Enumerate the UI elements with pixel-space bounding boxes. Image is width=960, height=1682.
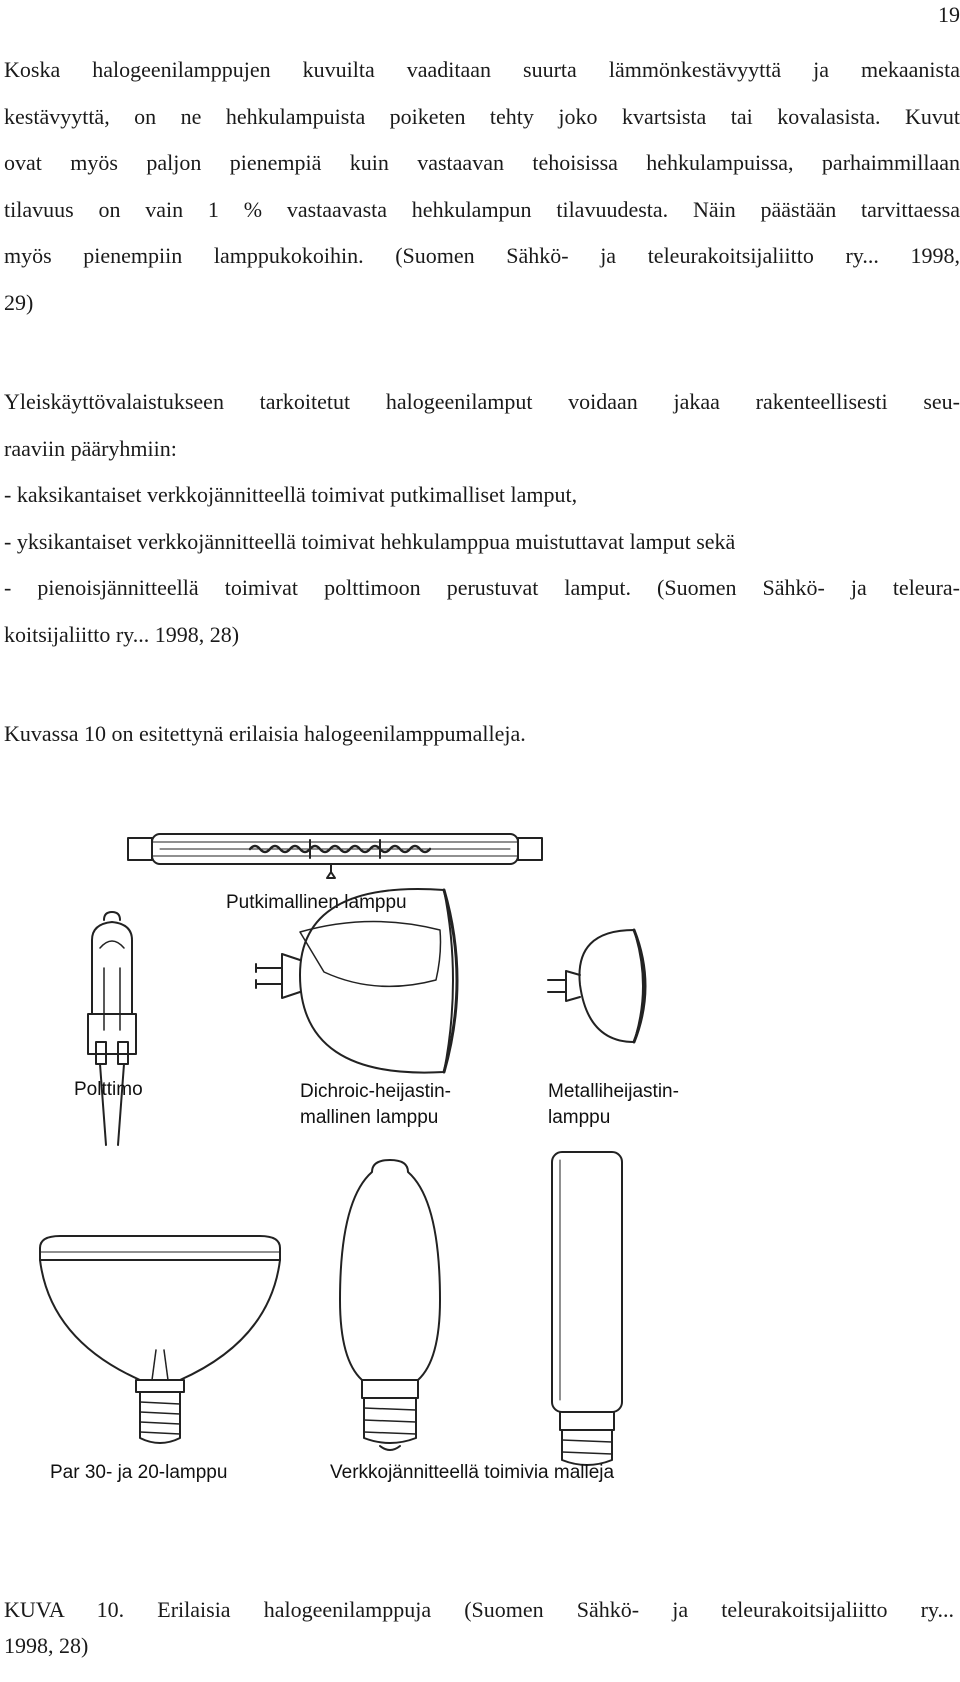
text-line: 29) <box>4 289 34 315</box>
text-line: Koska halogeenilamppujen kuvuilta vaaditaan suurta lämmönkestävyyttä ja mekaanista <box>4 57 960 82</box>
paragraph-figure-intro <box>4 711 960 758</box>
text-line: raaviin pääryhmiin: <box>4 435 177 461</box>
figure-caption <box>4 1592 954 1664</box>
mains-ovoid-lamp-drawing <box>340 1160 440 1450</box>
page-number: 19 <box>938 2 960 27</box>
par-lamp-drawing <box>40 1236 280 1443</box>
tube-lamp-drawing <box>128 834 542 878</box>
text-line: ovat myös paljon pienempiä kuin vastaavan tehoisissa hehkulampuissa, parhaimmillaan <box>4 150 960 175</box>
capsule-lamp-drawing <box>88 912 136 1145</box>
text-line: Yleiskäyttövalaistukseen tarkoitetut halogeenilamput voidaan jakaa rakenteellisesti seu- <box>4 389 960 414</box>
metal-reflector-label-1: Metalliheijastin- <box>548 1081 679 1102</box>
list-item: - yksikantaiset verkkojännitteellä toimivat hehkulamppua muistuttavat lamput sekä <box>4 528 736 554</box>
dichroic-label-2: mallinen lamppu <box>300 1107 439 1128</box>
caption-line: 1998, 28) <box>4 1633 89 1658</box>
text-line: tilavuus on vain 1 % vastaavasta hehkulampun tilavuudesta. Näin päästään tarvittaessa <box>4 196 960 222</box>
par-lamp-label: Par 30- ja 20-lamppu <box>50 1462 228 1483</box>
halogen-lamps-figure <box>0 780 960 1580</box>
text-line: Kuvassa 10 on esitettynä erilaisia halogeenilamppumalleja. <box>4 721 526 746</box>
mains-tubular-lamp-drawing <box>552 1152 622 1465</box>
text-line: koitsijaliitto ry... 1998, 28) <box>4 621 240 647</box>
tube-lamp-label: Putkimallinen lamppu <box>226 892 407 913</box>
metal-reflector-label-2: lamppu <box>548 1107 611 1128</box>
paragraph-lamp-groups <box>4 379 960 658</box>
text-line: myös pienempiin lamppukokoihin. (Suomen Sähkö- ja teleurakoitsijaliitto ry... 1998, <box>4 243 960 268</box>
list-item: - kaksikantaiset verkkojännitteellä toimivat putkimalliset lamput, <box>4 482 578 507</box>
caption-line: KUVA 10. Erilaisia halogeenilamppuja (Suomen Sähkö- ja teleurakoitsijaliitto ry... <box>4 1597 954 1622</box>
text-line: kestävyyttä, on ne hehkulampuista poiketen tehty joko kvartsista tai kovalasista. Kuvut <box>4 103 960 129</box>
paragraph-halogen-bulbs <box>4 47 960 326</box>
list-item: - pienoisjännitteellä toimivat polttimoon perustuvat lamput. (Suomen Sähkö- ja teleura- <box>4 575 960 600</box>
dichroic-lamp-drawing <box>256 889 457 1073</box>
dichroic-label-1: Dichroic-heijastin- <box>300 1081 451 1102</box>
mains-lamps-label: Verkkojännitteellä toimivia malleja <box>330 1462 615 1483</box>
capsule-lamp-label: Polttimo <box>74 1079 143 1100</box>
metal-reflector-lamp-drawing <box>548 930 645 1042</box>
